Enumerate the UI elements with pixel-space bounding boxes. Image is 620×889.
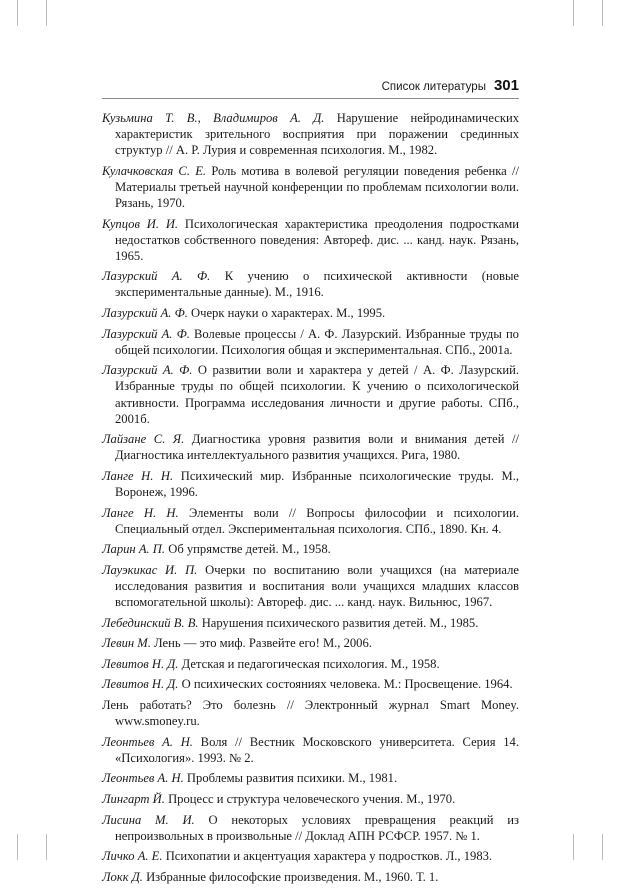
crop-mark-bottom-left-2 <box>46 834 47 860</box>
reference-text: Роль мотива в волевой регуляции поведения ребенка // Материалы третьей научной конференции по проблемам психологии воли. Рязань, 1970. <box>115 163 519 210</box>
reference-entry <box>102 656 519 672</box>
reference-entry <box>102 635 519 651</box>
reference-entry <box>102 770 519 786</box>
reference-text: Нарушения психического развития детей. М., 1985. <box>201 615 479 630</box>
reference-author: Лазурский А. Ф. <box>102 363 193 378</box>
reference-entry <box>102 869 519 885</box>
reference-entry <box>102 676 519 692</box>
reference-author: Купцов И. И. <box>102 216 179 231</box>
reference-text: Элементы воли // Вопросы философии и психологии. Специальный отдел. Экспериментальная психология. СПб., 1890. Кн. 4. <box>115 505 519 536</box>
reference-entry <box>102 431 519 463</box>
reference-entry <box>102 541 519 557</box>
reference-author: Леонтьев А. Н. <box>102 771 184 786</box>
reference-entry <box>102 216 519 264</box>
crop-mark-bottom-right <box>573 834 574 860</box>
reference-author: Лазурский А. Ф. <box>102 269 211 284</box>
reference-entry <box>102 697 519 729</box>
reference-entry <box>102 268 519 300</box>
reference-text: Нарушение нейродинамических характеристик зрительного восприятия при поражении срединных структур // А. Р. Лурия и современная психология. М., 1982. <box>115 111 519 158</box>
reference-entry <box>102 362 519 426</box>
reference-entry <box>102 812 519 844</box>
running-head <box>382 77 519 94</box>
reference-author: Левитов Н. Д. <box>102 656 179 671</box>
reference-text: Избранные философские произведения. М., 1960. Т. 1. <box>146 869 439 884</box>
crop-mark-top-right <box>573 0 574 26</box>
reference-entry <box>102 848 519 864</box>
reference-author: Левин М. <box>102 636 151 651</box>
section-title: Список литературы <box>381 81 486 93</box>
reference-text: Детская и педагогическая психология. М., 1958. <box>181 656 440 671</box>
reference-author: Ланге Н. Н. <box>102 505 179 520</box>
reference-author: Лингарт Й. <box>102 791 165 806</box>
reference-text: Воля // Вестник Московского университета. Серия 14. «Психология». 1993. № 2. <box>115 734 519 765</box>
reference-author: Лайзане С. Я. <box>102 432 185 447</box>
reference-entry <box>102 110 519 158</box>
reference-text: Психопатии и акцентуация характера у подростков. Л., 1983. <box>165 849 493 864</box>
reference-author: Левитов Н. Д. <box>102 677 179 692</box>
reference-author: Ланге Н. Н. <box>102 468 174 483</box>
reference-text: О психических состояниях человека. М.: Просвещение. 1964. <box>181 677 513 692</box>
reference-entry <box>102 163 519 211</box>
reference-text: О развитии воли и характера у детей / А. Ф. Лазурский. Избранные труды по общей психологии. К учению о психологической активности. Программа исследования личности и другие работы. СПб., 2001б. <box>115 363 519 426</box>
reference-entry <box>102 615 519 631</box>
crop-mark-bottom-right-2 <box>602 834 603 860</box>
reference-text: Лень работать? Это болезнь // Электронный журнал Smart Money. www.smoney.ru. <box>102 698 519 729</box>
reference-author: Лисина М. И. <box>102 812 195 827</box>
reference-entry <box>102 505 519 537</box>
reference-author: Лебединский В. В. <box>102 615 199 630</box>
reference-author: Леонтьев А. Н. <box>102 734 193 749</box>
crop-mark-bottom-left <box>17 834 18 860</box>
reference-author: Ларин А. П. <box>102 542 166 557</box>
header-rule <box>102 98 519 99</box>
reference-entry <box>102 468 519 500</box>
reference-text: К учению о психической активности (новые экспериментальные данные). М., 1916. <box>115 269 519 300</box>
reference-entry <box>102 562 519 610</box>
crop-mark-top-right-2 <box>602 0 603 26</box>
crop-mark-top-left-2 <box>46 0 47 26</box>
reference-entry <box>102 326 519 358</box>
reference-list <box>102 110 519 889</box>
reference-text: Очерки по воспитанию воли учащихся (на материале исследования развития и воспитания воли учащихся младших классов вспомогательной школы): Автореф. дис. ... канд. наук. Вильнюс, 1967. <box>115 562 519 610</box>
crop-mark-top-left <box>17 0 18 26</box>
reference-text: Психологическая характеристика преодоления подростками недостатков собственного поведения: Автореф. дис. ... канд. наук. Рязань, 1965. <box>115 216 519 263</box>
reference-text: О некоторых условиях превращения реакций из непроизвольных в произвольные // Доклад АПН РСФСР. 1957. № 1. <box>115 812 519 843</box>
reference-text: Психический мир. Избранные психологические труды. М., Воронеж, 1996. <box>115 468 519 499</box>
reference-author: Кузьмина Т. В., Владимиров А. Д. <box>102 111 325 125</box>
reference-entry <box>102 305 519 321</box>
reference-text: Диагностика уровня развития воли и внимания детей // Диагностика интеллектуального развития учащихся. Рига, 1980. <box>115 432 519 463</box>
reference-entry <box>102 734 519 766</box>
reference-text: Очерк науки о характерах. М., 1995. <box>191 306 386 321</box>
reference-author: Лазурский А. Ф. <box>102 306 188 321</box>
reference-text: Проблемы развития психики. М., 1981. <box>186 771 398 786</box>
reference-author: Локк Д. <box>102 869 143 884</box>
reference-text: Лень — это миф. Развейте его! М., 2006. <box>154 636 372 651</box>
reference-entry <box>102 791 519 807</box>
reference-text: Об упрямстве детей. М., 1958. <box>168 542 331 557</box>
reference-author: Лауэкикас И. П. <box>102 562 198 577</box>
reference-author: Кулачковская С. Е. <box>102 163 207 178</box>
reference-author: Личко А. Е. <box>102 849 163 864</box>
reference-author: Лазурский А. Ф. <box>102 326 190 341</box>
reference-text: Процесс и структура человеческого учения. М., 1970. <box>168 791 456 806</box>
page-number: 301 <box>493 77 519 94</box>
reference-text: Волевые процессы / А. Ф. Лазурский. Избранные труды по общей психологии. Психология общая и экспериментальная. СПб., 2001а. <box>115 326 519 357</box>
